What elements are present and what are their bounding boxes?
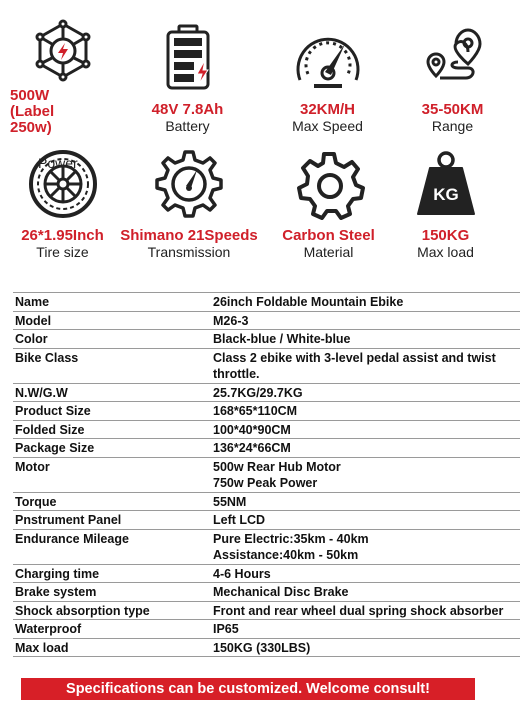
spec-value: Pure Electric:35km - 40km Assistance:40km - 50km (211, 529, 520, 564)
spec-value: Left LCD (211, 511, 520, 530)
spec-key: Charging time (13, 564, 211, 583)
feature-label: Material (303, 244, 354, 260)
spec-value: 500w Rear Hub Motor 750w Peak Power (211, 457, 520, 492)
feature-value: Carbon Steel (282, 227, 375, 244)
spec-value: 4-6 Hours (211, 564, 520, 583)
spec-key: N.W/G.W (13, 383, 211, 402)
spec-row (13, 511, 520, 530)
gear-icon (153, 148, 225, 220)
spec-row (13, 583, 520, 602)
spec-row (13, 383, 520, 402)
route-icon (418, 22, 488, 92)
wheel-icon (27, 148, 99, 220)
feature-value: 150KG (421, 227, 470, 244)
feature-label: Max Speed (292, 118, 363, 134)
weight-icon-label: KG (432, 185, 459, 204)
spec-row (13, 529, 520, 564)
spec-key: Folded Size (13, 420, 211, 439)
spec-value: Class 2 ebike with 3-level pedal assist and twist throttle. (211, 348, 520, 383)
spec-key: Package Size (13, 439, 211, 458)
spec-value: Black-blue / White-blue (211, 330, 520, 349)
spec-key: Shock absorption type (13, 601, 211, 620)
spec-value: Front and rear wheel dual spring shock absorber (211, 601, 520, 620)
spec-value: 150KG (330LBS) (211, 638, 520, 657)
spec-value: M26-3 (211, 311, 520, 330)
spec-row (13, 564, 520, 583)
cog-icon (293, 148, 365, 220)
spec-value: 25.7KG/29.7KG (211, 383, 520, 402)
spec-key: Endurance Mileage (13, 529, 211, 564)
spec-key: Bike Class (13, 348, 211, 383)
spec-row (13, 330, 520, 349)
feature-label: Range (431, 118, 474, 134)
spec-value: 55NM (211, 492, 520, 511)
feature-value: 500W (Label 250w) (10, 87, 55, 136)
feature-label: Transmission (147, 244, 231, 260)
spec-value: 168*65*110CM (211, 402, 520, 421)
feature-power (0, 18, 125, 171)
feature-label: Power (38, 155, 78, 171)
feature-material (266, 148, 391, 260)
spec-table (13, 292, 520, 657)
spec-key: Max load (13, 638, 211, 657)
spec-key: Color (13, 330, 211, 349)
spec-key: Name (13, 293, 211, 312)
feature-value: 35-50KM (421, 101, 484, 118)
spec-key: Waterproof (13, 620, 211, 639)
spec-row (13, 601, 520, 620)
spec-row (13, 492, 520, 511)
power-icon (28, 18, 98, 88)
feature-tire (0, 148, 125, 260)
spec-row (13, 457, 520, 492)
spec-value: Mechanical Disc Brake (211, 583, 520, 602)
spec-key: Brake system (13, 583, 211, 602)
feature-value: 48V 7.8Ah (151, 101, 224, 118)
spec-row (13, 620, 520, 639)
spec-row (13, 402, 520, 421)
feature-label: Tire size (36, 244, 89, 260)
spec-row (13, 439, 520, 458)
spec-key: Product Size (13, 402, 211, 421)
spec-row (13, 638, 520, 657)
spec-row (13, 348, 520, 383)
customize-banner: Specifications can be customized. Welcome consult! (21, 678, 475, 700)
feature-value: 32KM/H (299, 101, 355, 118)
feature-range (390, 22, 515, 134)
feature-value: Shimano 21Speeds (120, 227, 258, 244)
spec-value: 26inch Foldable Mountain Ebike (211, 293, 520, 312)
feature-battery (125, 22, 250, 134)
spec-value: 136*24*66CM (211, 439, 520, 458)
spec-row (13, 293, 520, 312)
feature-speed (265, 22, 390, 134)
spec-value: IP65 (211, 620, 520, 639)
spec-row (13, 420, 520, 439)
weight-icon (410, 148, 482, 220)
feature-label: Max load (417, 244, 474, 260)
spec-key: Torque (13, 492, 211, 511)
battery-icon (153, 22, 223, 92)
feature-transmission (114, 148, 264, 260)
spec-key: Pnstrument Panel (13, 511, 211, 530)
spec-key: Model (13, 311, 211, 330)
speedometer-icon (290, 22, 366, 92)
feature-value: 26*1.95Inch (21, 227, 104, 244)
feature-maxload (383, 148, 508, 260)
spec-row (13, 311, 520, 330)
spec-value: 100*40*90CM (211, 420, 520, 439)
spec-key: Motor (13, 457, 211, 492)
feature-label: Battery (165, 118, 210, 134)
